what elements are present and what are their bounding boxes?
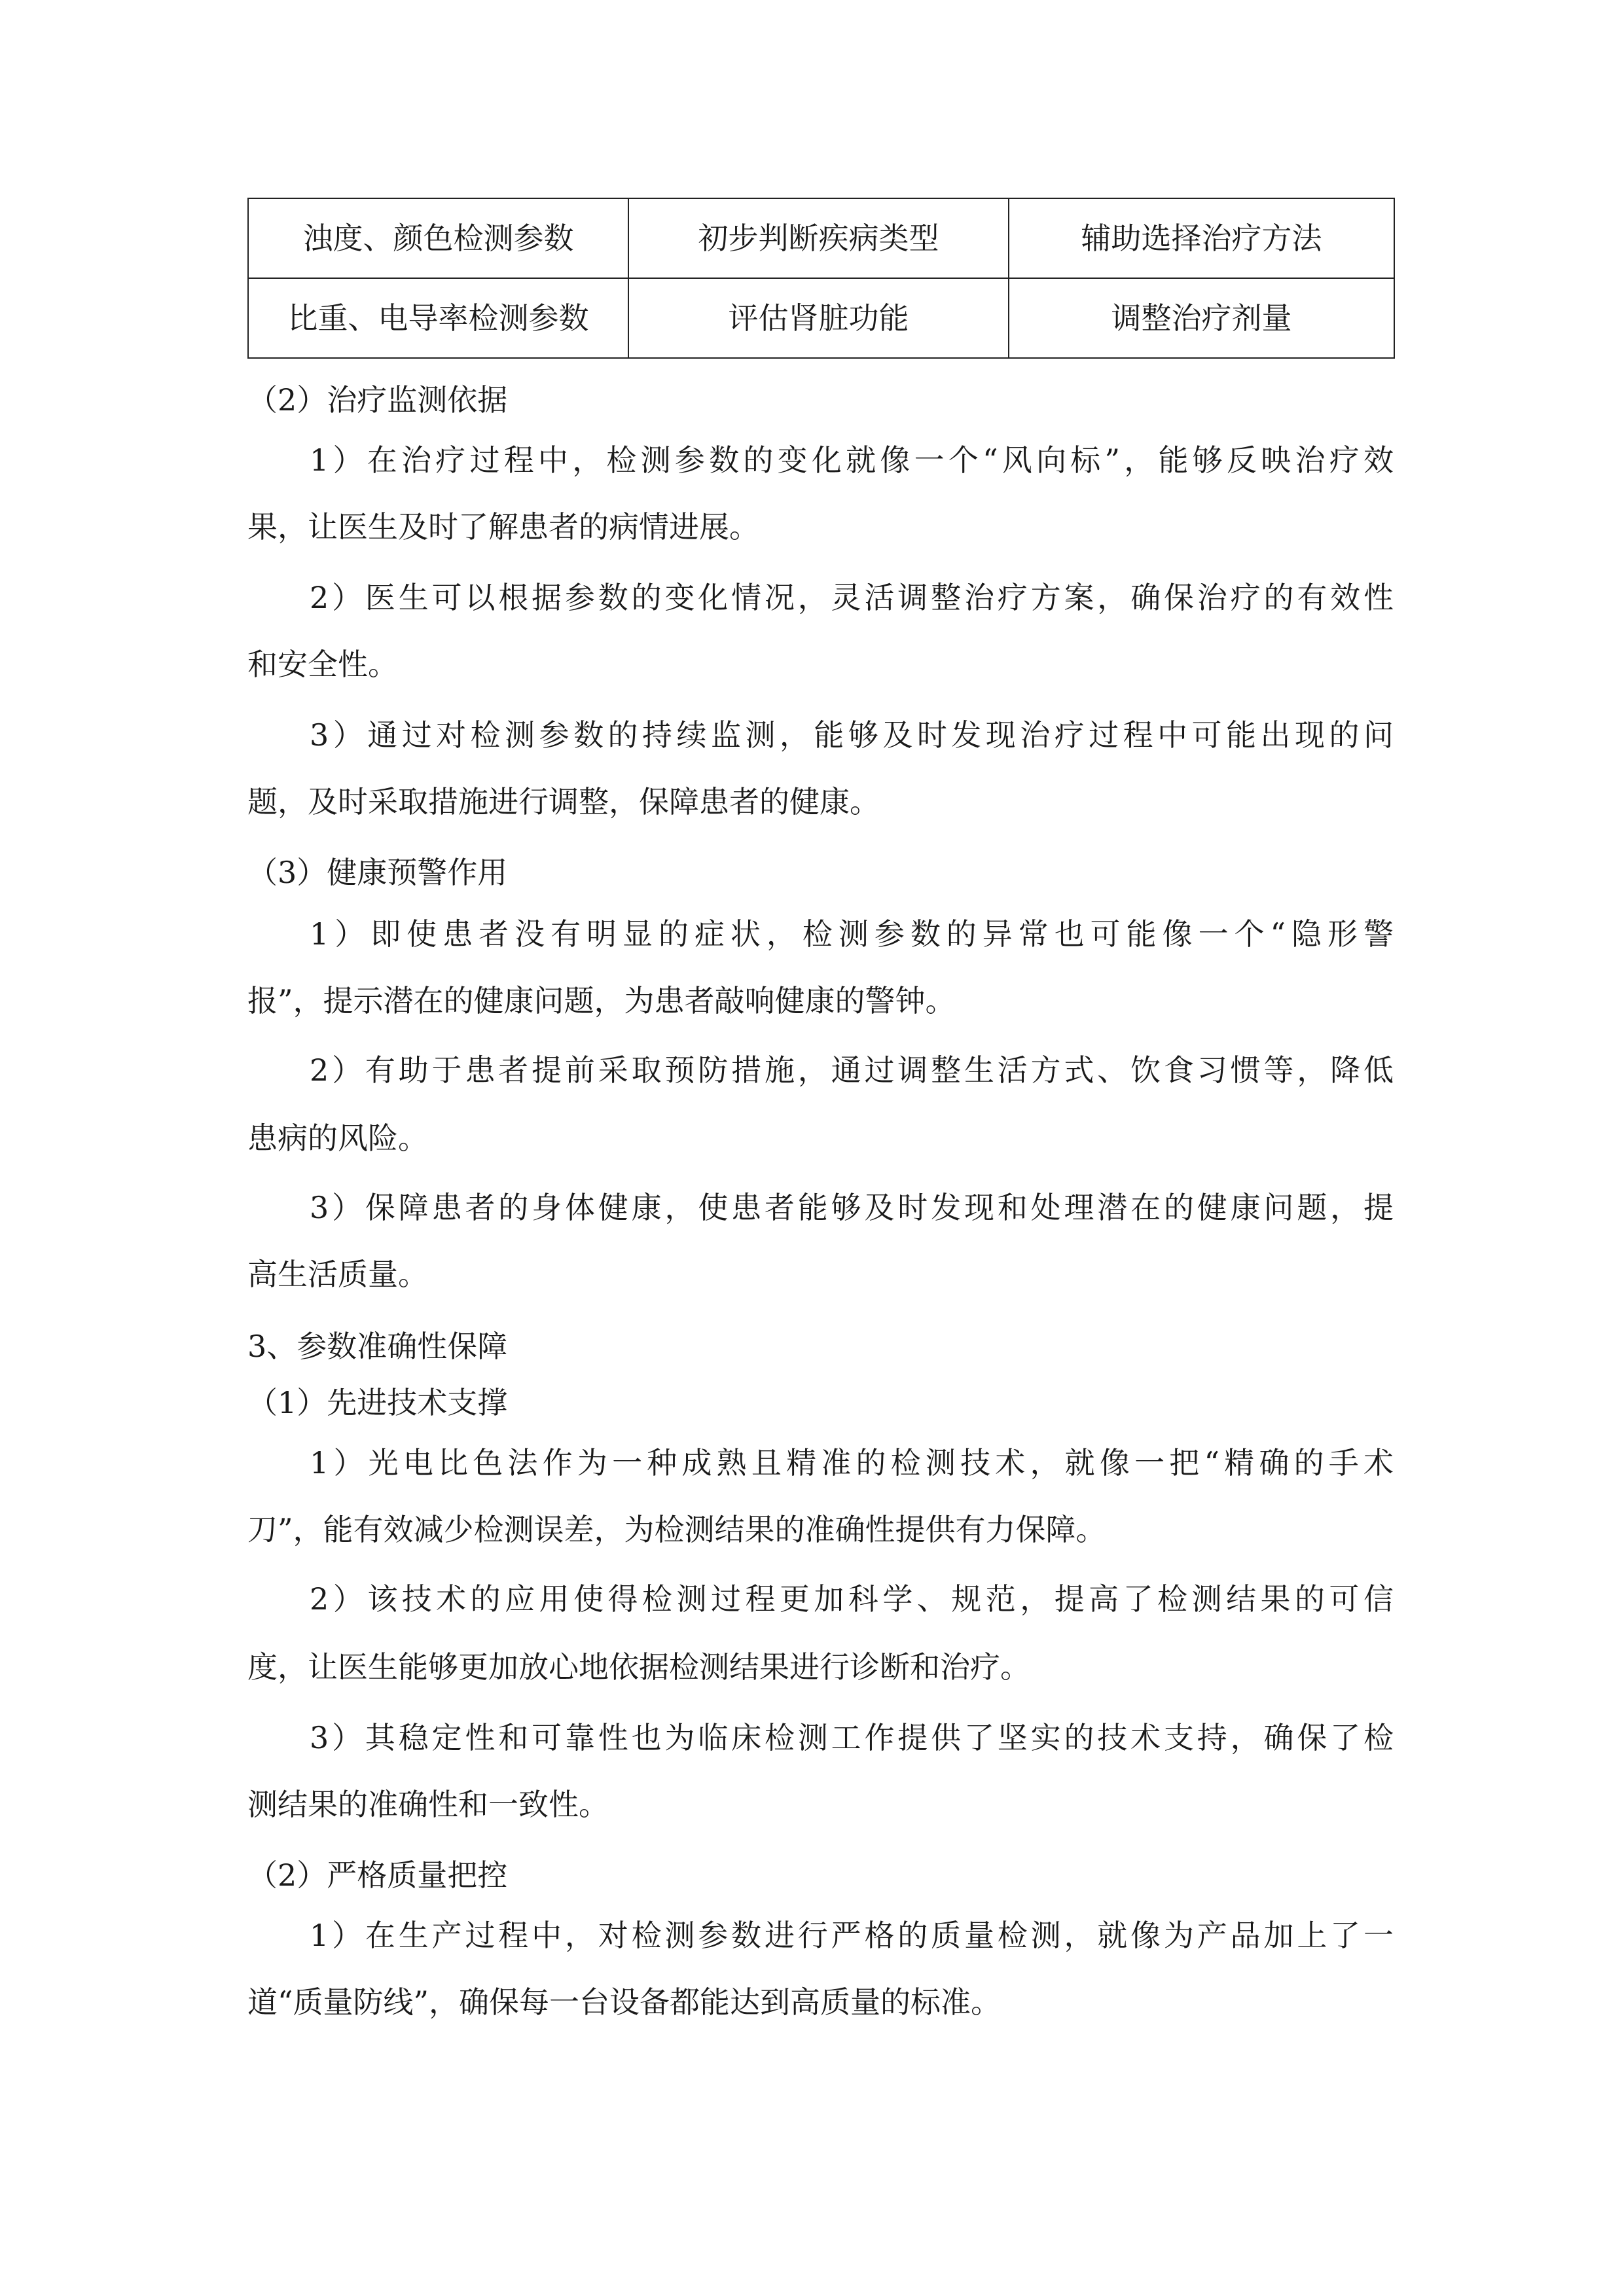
section-heading: （1）先进技术支撑: [247, 1385, 508, 1420]
parameter-table: [247, 198, 1395, 359]
paragraph-line: 果，让医生及时了解患者的病情进展。: [247, 509, 759, 545]
paragraph-line: 高生活质量。: [247, 1257, 428, 1292]
paragraph-line: 2）有助于患者提前采取预防措施，通过调整生活方式、饮食习惯等，降低: [310, 1052, 1394, 1088]
section-heading: （2）严格质量把控: [247, 1857, 508, 1893]
section-heading: （3）健康预警作用: [247, 855, 508, 890]
paragraph-line: 2）医生可以根据参数的变化情况，灵活调整治疗方案，确保治疗的有效性: [310, 580, 1394, 615]
paragraph-line: 2）该技术的应用使得检测过程更加科学、规范，提高了检测结果的可信: [310, 1581, 1394, 1617]
paragraph-line: 报”，提示潜在的健康问题，为患者敲响健康的警钟。: [247, 983, 956, 1018]
paragraph-line: 3）其稳定性和可靠性也为临床检测工作提供了坚实的技术支持，确保了检: [310, 1720, 1394, 1755]
paragraph-line: 3）通过对检测参数的持续监测，能够及时发现治疗过程中可能出现的问: [310, 717, 1394, 753]
table-cell: 评估肾脏功能: [628, 278, 1009, 358]
paragraph-line: 题，及时采取措施进行调整，保障患者的健康。: [247, 784, 880, 819]
section-heading: （2）治疗监测依据: [247, 382, 508, 418]
paragraph-line: 测结果的准确性和一致性。: [247, 1787, 609, 1822]
table-cell: 浊度、颜色检测参数: [248, 198, 628, 278]
paragraph-line: 1）光电比色法作为一种成熟且精准的检测技术，就像一把“精确的手术: [310, 1445, 1394, 1480]
paragraph-line: 1）在治疗过程中，检测参数的变化就像一个“风向标”，能够反映治疗效: [310, 442, 1394, 478]
table-cell: 初步判断疾病类型: [628, 198, 1009, 278]
paragraph-line: 3）保障患者的身体健康，使患者能够及时发现和处理潜在的健康问题，提: [310, 1190, 1394, 1225]
table-cell: 调整治疗剂量: [1009, 278, 1394, 358]
paragraph-line: 1）即使患者没有明显的症状，检测参数的异常也可能像一个“隐形警: [310, 916, 1394, 952]
main-heading: 3、参数准确性保障: [247, 1329, 508, 1364]
table-row: [248, 198, 1394, 278]
table-row: [248, 278, 1394, 358]
paragraph-line: 患病的风险。: [247, 1121, 428, 1156]
paragraph-line: 和安全性。: [247, 647, 398, 682]
paragraph-line: 度，让医生能够更加放心地依据检测结果进行诊断和治疗。: [247, 1649, 1030, 1685]
table-cell: 辅助选择治疗方法: [1009, 198, 1394, 278]
paragraph-line: 刀”，能有效减少检测误差，为检测结果的准确性提供有力保障。: [247, 1512, 1106, 1547]
paragraph-line: 1）在生产过程中，对检测参数进行严格的质量检测，就像为产品加上了一: [310, 1918, 1394, 1953]
table-cell: 比重、电导率检测参数: [248, 278, 628, 358]
paragraph-line: 道“质量防线”，确保每一台设备都能达到高质量的标准。: [247, 1984, 1001, 2020]
